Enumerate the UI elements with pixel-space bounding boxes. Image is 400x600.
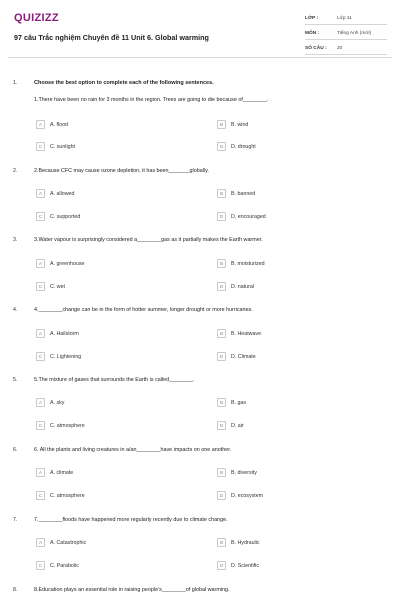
meta-row-count xyxy=(305,42,387,55)
option-text: B. wind xyxy=(231,121,249,128)
option-text: C. Parabolic xyxy=(50,562,79,569)
option-text: C. atmosphere xyxy=(50,492,85,499)
answer-option[interactable] xyxy=(217,421,244,430)
meta-value: 20 xyxy=(337,45,343,51)
answer-option[interactable] xyxy=(36,561,79,570)
meta-value: Lớp 11 xyxy=(337,15,352,21)
question-number: 5. xyxy=(13,377,18,383)
answer-option[interactable] xyxy=(217,142,256,151)
option-letter-box: C xyxy=(36,352,45,361)
question-stem: 1.There have been no rain for 3 months in the region. Trees are going to die because of________. xyxy=(34,97,269,103)
question-stem: 2.Because CFC may cause ozone depletion, it has been_______globally. xyxy=(34,168,209,174)
option-letter-box: B xyxy=(217,120,226,129)
answer-option[interactable] xyxy=(36,398,64,407)
option-letter-box: D xyxy=(217,142,226,151)
question-stem: 3.Water vapour is surprisingly considered a________gas as it partially makes the Earth warmer. xyxy=(34,237,263,243)
answer-option[interactable] xyxy=(217,189,255,198)
option-text: B. banned xyxy=(231,190,256,197)
option-text: B. diversity xyxy=(231,469,257,476)
answer-option[interactable] xyxy=(217,491,263,500)
option-text: D. drought xyxy=(231,143,256,150)
option-text: D. Climate xyxy=(231,353,256,360)
answer-option[interactable] xyxy=(36,468,73,477)
option-letter-box: B xyxy=(217,329,226,338)
question-stem: 5.The mixture of gases that surrounds the Earth is called________. xyxy=(34,377,195,383)
option-letter-box: D xyxy=(217,352,226,361)
meta-key: SỐ CÂU : xyxy=(305,45,327,51)
option-text: D. air xyxy=(231,422,244,429)
option-text: C. wet xyxy=(50,283,66,290)
question-number: 2. xyxy=(13,168,18,174)
question-stem: 6. All the plants and living creatures in a/an________have impacts on one another. xyxy=(34,447,232,453)
option-text: A. Catastrophic xyxy=(50,539,87,546)
question-stem: 7.________floods have happened more regularly recently due to climate change. xyxy=(34,517,228,523)
option-text: A. sky xyxy=(50,399,65,406)
option-letter-box: D xyxy=(217,491,226,500)
answer-option[interactable] xyxy=(36,491,85,500)
option-letter-box: B xyxy=(217,189,226,198)
option-text: B. Heatwave xyxy=(231,330,262,337)
option-letter-box: C xyxy=(36,561,45,570)
question-number: 7. xyxy=(13,517,18,523)
option-text: A. allowed xyxy=(50,190,75,197)
quizizz-logo: QUIZIZZ xyxy=(14,12,59,24)
option-letter-box: B xyxy=(217,538,226,547)
meta-row-subject xyxy=(305,27,387,40)
option-letter-box: D xyxy=(217,282,226,291)
answer-option[interactable] xyxy=(217,538,260,547)
option-letter-box: D xyxy=(217,421,226,430)
option-letter-box: C xyxy=(36,142,45,151)
option-letter-box: A xyxy=(36,329,45,338)
option-letter-box: D xyxy=(217,212,226,221)
option-letter-box: A xyxy=(36,538,45,547)
option-letter-box: B xyxy=(217,398,226,407)
option-text: D. natural xyxy=(231,283,254,290)
option-letter-box: A xyxy=(36,189,45,198)
option-letter-box: C xyxy=(36,212,45,221)
option-letter-box: D xyxy=(217,561,226,570)
option-text: B. moisturized xyxy=(231,260,265,267)
meta-row-class xyxy=(305,12,387,25)
option-text: A. flood xyxy=(50,121,68,128)
answer-option[interactable] xyxy=(217,259,265,268)
meta-value: Tiếng Anh (mới) xyxy=(337,30,372,36)
option-text: A. climate xyxy=(50,469,74,476)
option-text: A. greenhouse xyxy=(50,260,85,267)
instruction-text: Choose the best option to complete each of the following sentences. xyxy=(34,80,214,86)
page-title: 97 câu Trắc nghiệm Chuyên đề 11 Unit 6. Global warming xyxy=(14,33,209,42)
option-letter-box: C xyxy=(36,491,45,500)
answer-option[interactable] xyxy=(36,142,75,151)
option-letter-box: A xyxy=(36,468,45,477)
answer-option[interactable] xyxy=(217,561,259,570)
option-text: C. atmosphere xyxy=(50,422,85,429)
answer-option[interactable] xyxy=(36,538,86,547)
option-text: D. ecosystem xyxy=(231,492,264,499)
option-text: C. sunlight xyxy=(50,143,76,150)
answer-option[interactable] xyxy=(36,189,74,198)
question-stem: 8.Education plays an essential role in raising people's________of global warming. xyxy=(34,587,230,593)
question-number: 3. xyxy=(13,237,18,243)
answer-option[interactable] xyxy=(36,259,84,268)
question-number: 6. xyxy=(13,447,18,453)
answer-option[interactable] xyxy=(36,329,79,338)
meta-key: LỚP : xyxy=(305,15,319,21)
option-text: B. gas xyxy=(231,399,247,406)
question-number: 4. xyxy=(13,307,18,313)
answer-option[interactable] xyxy=(217,398,246,407)
option-letter-box: A xyxy=(36,398,45,407)
option-letter-box: B xyxy=(217,259,226,268)
answer-option[interactable] xyxy=(36,421,85,430)
answer-option[interactable] xyxy=(36,120,68,129)
option-text: C. Lightening xyxy=(50,353,82,360)
option-text: A. Hailstorm xyxy=(50,330,79,337)
answer-option[interactable] xyxy=(217,212,266,221)
question-number: 8. xyxy=(13,587,18,593)
option-text: C. supported xyxy=(50,213,81,220)
answer-option[interactable] xyxy=(217,282,254,291)
option-letter-box: A xyxy=(36,259,45,268)
answer-option[interactable] xyxy=(217,120,248,129)
option-text: D. encouraged xyxy=(231,213,266,220)
answer-option[interactable] xyxy=(217,352,256,361)
option-letter-box: A xyxy=(36,120,45,129)
option-text: B. Hydraulic xyxy=(231,539,260,546)
answer-option[interactable] xyxy=(36,352,81,361)
option-letter-box: C xyxy=(36,282,45,291)
answer-option[interactable] xyxy=(36,212,80,221)
answer-option[interactable] xyxy=(217,329,261,338)
meta-panel xyxy=(305,12,387,55)
answer-option[interactable] xyxy=(217,468,257,477)
meta-key: MÔN : xyxy=(305,30,320,36)
answer-option[interactable] xyxy=(36,282,65,291)
header-divider xyxy=(8,57,392,58)
option-text: D. Scientific xyxy=(231,562,259,569)
option-letter-box: C xyxy=(36,421,45,430)
option-letter-box: B xyxy=(217,468,226,477)
question-stem: 4.________change can be in the form of hotter summer, longer drought or more hurricanes. xyxy=(34,307,253,313)
question-number: 1. xyxy=(13,80,18,86)
